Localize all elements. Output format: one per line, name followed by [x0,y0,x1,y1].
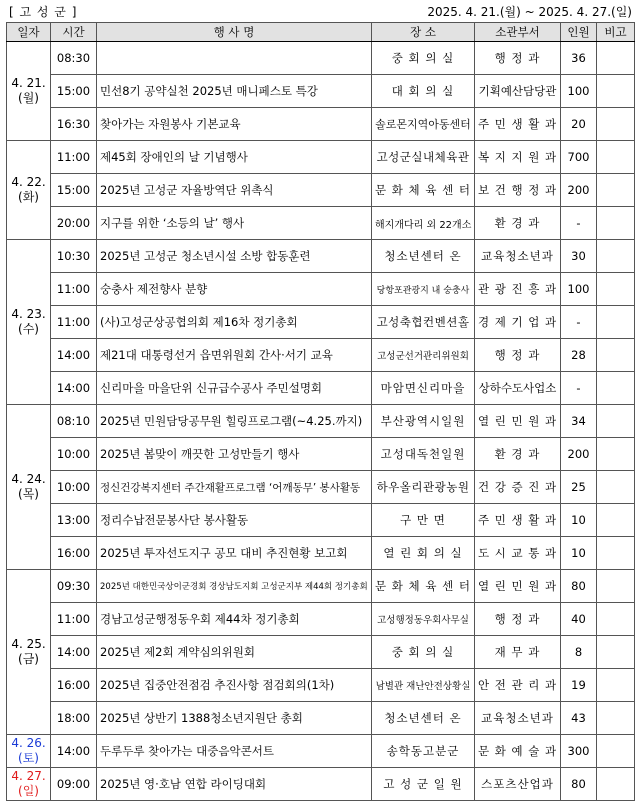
count-cell: 80 [561,570,597,603]
dept-cell: 안 전 관 리 과 [475,669,561,702]
time-cell: 14:00 [51,735,97,768]
dept-cell: 행 정 과 [475,603,561,636]
event-name-cell: 2025년 집중안전점검 추진사항 점검회의(1차) [97,669,372,702]
time-cell: 20:00 [51,207,97,240]
table-row [7,702,635,735]
table-row [7,372,635,405]
table-row [7,471,635,504]
count-cell: 200 [561,174,597,207]
event-name-cell: 2025년 고성군 자율방역단 위촉식 [97,174,372,207]
time-cell: 14:00 [51,339,97,372]
place-cell: 부산광역시일원 [372,405,475,438]
dept-cell: 환 경 과 [475,438,561,471]
count-cell: 300 [561,735,597,768]
place-cell: 청소년센터 온 [372,702,475,735]
event-name-cell: 민선8기 공약실천 2025년 매니페스토 특강 [97,75,372,108]
dept-cell: 상하수도사업소 [475,372,561,405]
place-cell: 하우올리관광농원 [372,471,475,504]
table-row [7,603,635,636]
note-cell [597,108,635,141]
count-cell: - [561,372,597,405]
weekday-label: (목) [18,487,39,501]
dept-cell: 보 건 행 정 과 [475,174,561,207]
dept-cell: 기획예산담당관 [475,75,561,108]
note-cell [597,702,635,735]
count-cell: 19 [561,669,597,702]
date-label: 4. 21. [11,76,46,90]
header-row [7,23,635,42]
date-cell [7,405,51,570]
col-place: 장 소 [372,23,475,42]
col-count: 인원 [561,23,597,42]
time-cell: 10:00 [51,471,97,504]
date-range: 2025. 4. 21.(월) ~ 2025. 4. 27.(일) [427,5,632,19]
dept-cell: 교육청소년과 [475,240,561,273]
place-cell: 송학동고분군 [372,735,475,768]
weekday-label: (화) [18,190,39,204]
note-cell [597,372,635,405]
table-row [7,174,635,207]
dept-cell: 건 강 증 진 과 [475,471,561,504]
time-cell: 09:00 [51,768,97,801]
table-row [7,273,635,306]
note-cell [597,339,635,372]
place-cell: 고성군실내체육관 [372,141,475,174]
note-cell [597,42,635,75]
table-row [7,339,635,372]
event-name-cell [97,42,372,75]
count-cell: 80 [561,768,597,801]
place-cell: 문 화 체 육 센 터 [372,570,475,603]
schedule-table [6,22,635,801]
dept-cell: 복 지 지 원 과 [475,141,561,174]
col-date: 일자 [7,23,51,42]
dept-cell: 문 화 예 술 과 [475,735,561,768]
region-title: [ 고 성 군 ] [9,5,78,19]
time-cell: 11:00 [51,603,97,636]
place-cell: 마암면신리마을 [372,372,475,405]
dept-cell: 행 정 과 [475,42,561,75]
dept-cell: 열 린 민 원 과 [475,570,561,603]
time-cell: 10:00 [51,438,97,471]
note-cell [597,438,635,471]
table-row [7,636,635,669]
event-name-cell: 지구를 위한 ‘소등의 날’ 행사 [97,207,372,240]
event-name-cell: 2025년 봄맞이 깨끗한 고성만들기 행사 [97,438,372,471]
place-cell: 고성행정동우회사무실 [372,603,475,636]
count-cell: 100 [561,75,597,108]
count-cell: 34 [561,405,597,438]
dept-cell: 도 시 교 통 과 [475,537,561,570]
note-cell [597,207,635,240]
table-row [7,42,635,75]
count-cell: 25 [561,471,597,504]
note-cell [597,735,635,768]
count-cell: 100 [561,273,597,306]
weekday-label: (수) [18,322,39,336]
place-cell: 해지개다리 외 22개소 [372,207,475,240]
note-cell [597,768,635,801]
count-cell: 30 [561,240,597,273]
dept-cell: 행 정 과 [475,339,561,372]
place-cell: 고성대독천일원 [372,438,475,471]
schedule-body [7,42,635,801]
event-name-cell: 제21대 대통령선거 읍면위원회 간사·서기 교육 [97,339,372,372]
page-header [0,0,640,22]
note-cell [597,273,635,306]
count-cell: 28 [561,339,597,372]
table-row [7,108,635,141]
place-cell: 중 회 의 실 [372,636,475,669]
table-row [7,537,635,570]
count-cell: 8 [561,636,597,669]
note-cell [597,141,635,174]
note-cell [597,174,635,207]
note-cell [597,240,635,273]
note-cell [597,603,635,636]
time-cell: 11:00 [51,141,97,174]
table-row [7,141,635,174]
dept-cell: 관 광 진 흥 과 [475,273,561,306]
event-name-cell: 정신건강복지센터 주간재활프로그램 ‘어깨동무’ 봉사활동 [97,471,372,504]
place-cell: 고성축협컨벤션홀 [372,306,475,339]
table-row [7,438,635,471]
col-event: 행 사 명 [97,23,372,42]
count-cell: - [561,306,597,339]
time-cell: 14:00 [51,372,97,405]
date-label: 4. 26. [11,736,46,750]
event-name-cell: 찾아가는 자원봉사 기본교육 [97,108,372,141]
place-cell: 열 린 회 의 실 [372,537,475,570]
date-cell [7,735,51,768]
event-name-cell: (사)고성군상공협의회 제16차 정기총회 [97,306,372,339]
col-dept: 소관부서 [475,23,561,42]
table-row [7,735,635,768]
time-cell: 08:30 [51,42,97,75]
note-cell [597,504,635,537]
dept-cell: 주 민 생 활 과 [475,108,561,141]
place-cell: 솔로몬지역아동센터 [372,108,475,141]
time-cell: 09:30 [51,570,97,603]
dept-cell: 스포츠산업과 [475,768,561,801]
count-cell: 200 [561,438,597,471]
count-cell: 40 [561,603,597,636]
dept-cell: 열 린 민 원 과 [475,405,561,438]
table-row [7,504,635,537]
table-row [7,768,635,801]
date-cell [7,42,51,141]
table-row [7,405,635,438]
place-cell: 문 화 체 육 센 터 [372,174,475,207]
event-name-cell: 경남고성군행정동우회 제44차 정기총회 [97,603,372,636]
count-cell: 10 [561,537,597,570]
note-cell [597,570,635,603]
weekday-label: (일) [18,784,39,798]
event-name-cell: 신리마을 마을단위 신규급수공사 주민설명회 [97,372,372,405]
note-cell [597,636,635,669]
table-row [7,207,635,240]
time-cell: 13:00 [51,504,97,537]
col-time: 시간 [51,23,97,42]
time-cell: 10:30 [51,240,97,273]
date-label: 4. 23. [11,307,46,321]
event-name-cell: 2025년 영·호남 연합 라이딩대회 [97,768,372,801]
count-cell: 43 [561,702,597,735]
table-row [7,669,635,702]
place-cell: 남별관 재난안전상황실 [372,669,475,702]
dept-cell: 재 무 과 [475,636,561,669]
event-name-cell: 2025년 민원담당공무원 힐링프로그램(~4.25.까지) [97,405,372,438]
event-name-cell: 2025년 고성군 청소년시설 소방 합동훈련 [97,240,372,273]
date-cell [7,141,51,240]
count-cell: - [561,207,597,240]
dept-cell: 경 제 기 업 과 [475,306,561,339]
count-cell: 10 [561,504,597,537]
count-cell: 36 [561,42,597,75]
note-cell [597,306,635,339]
time-cell: 16:00 [51,669,97,702]
date-label: 4. 25. [11,637,46,651]
note-cell [597,405,635,438]
weekday-label: (토) [18,751,39,765]
date-cell [7,240,51,405]
event-name-cell: 2025년 투자선도지구 공모 대비 추진현황 보고회 [97,537,372,570]
date-label: 4. 22. [11,175,46,189]
table-row [7,240,635,273]
place-cell: 고 성 군 일 원 [372,768,475,801]
place-cell: 당항포관광지 내 숭충사 [372,273,475,306]
note-cell [597,471,635,504]
note-cell [597,537,635,570]
event-name-cell: 2025년 제2회 계약심의위원회 [97,636,372,669]
event-name-cell: 2025년 상반기 1388청소년지원단 총회 [97,702,372,735]
count-cell: 700 [561,141,597,174]
table-row [7,75,635,108]
event-name-cell: 숭충사 제전향사 분향 [97,273,372,306]
place-cell: 대 회 의 실 [372,75,475,108]
time-cell: 11:00 [51,306,97,339]
table-row [7,306,635,339]
event-name-cell: 정리수납전문봉사단 봉사활동 [97,504,372,537]
place-cell: 중 회 의 실 [372,42,475,75]
date-cell [7,570,51,735]
time-cell: 14:00 [51,636,97,669]
weekday-label: (월) [18,91,39,105]
weekday-label: (금) [18,652,39,666]
place-cell: 청소년센터 온 [372,240,475,273]
event-name-cell: 두루두루 찾아가는 대중음악콘서트 [97,735,372,768]
note-cell [597,669,635,702]
time-cell: 16:30 [51,108,97,141]
note-cell [597,75,635,108]
place-cell: 고성군선거관리위원회 [372,339,475,372]
date-label: 4. 27. [11,769,46,783]
date-label: 4. 24. [11,472,46,486]
time-cell: 15:00 [51,75,97,108]
count-cell: 20 [561,108,597,141]
time-cell: 18:00 [51,702,97,735]
date-cell [7,768,51,801]
dept-cell: 주 민 생 활 과 [475,504,561,537]
time-cell: 11:00 [51,273,97,306]
time-cell: 08:10 [51,405,97,438]
dept-cell: 교육청소년과 [475,702,561,735]
time-cell: 16:00 [51,537,97,570]
place-cell: 구 만 면 [372,504,475,537]
dept-cell: 환 경 과 [475,207,561,240]
event-name-cell: 2025년 대한민국상이군경회 경상남도지회 고성군지부 제44회 정기총회 [97,570,372,603]
event-name-cell: 제45회 장애인의 날 기념행사 [97,141,372,174]
table-row [7,570,635,603]
col-note: 비고 [597,23,635,42]
time-cell: 15:00 [51,174,97,207]
